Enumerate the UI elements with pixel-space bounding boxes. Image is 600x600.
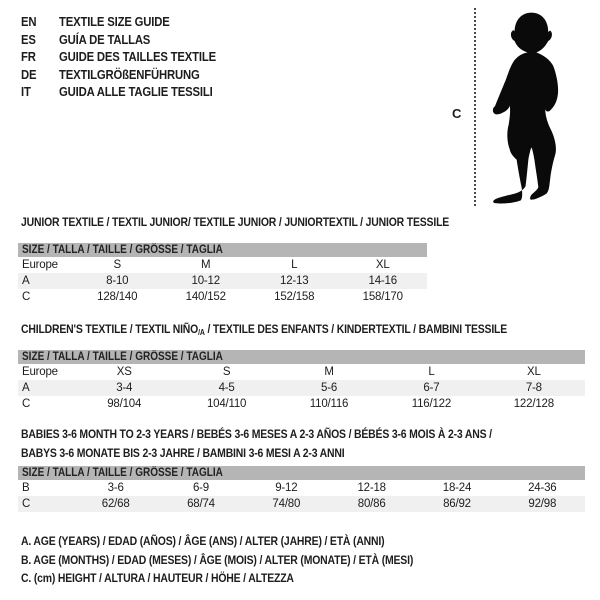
table-cell: 14-16: [368, 275, 397, 287]
table-cell: 3-6: [107, 482, 124, 494]
table-row-height: [18, 496, 585, 512]
child-silhouette-icon: [484, 5, 568, 214]
table-row-age: [18, 273, 427, 289]
table-cell: M: [324, 366, 334, 378]
table-cell: 4-5: [218, 382, 235, 394]
language-title: GUIDA ALLE TAGLIE TESSILI: [59, 84, 213, 100]
table-header-bar: SIZE / TALLA / TAILLE / GRÖSSE / TAGLIA: [18, 466, 585, 480]
table-cell: 122/128: [513, 398, 554, 410]
junior-size-table: [18, 243, 427, 305]
table-cell: 158/170: [362, 291, 403, 303]
row-label: Europe: [22, 259, 58, 271]
table-cell: 140/152: [185, 291, 226, 303]
table-cell: 12-13: [280, 275, 309, 287]
language-code: EN: [21, 14, 37, 30]
language-row: [21, 31, 239, 49]
table-row-europe: [18, 364, 585, 380]
language-legend: [21, 13, 239, 101]
table-cell: 7-8: [525, 382, 542, 394]
children-size-table: [18, 350, 585, 412]
table-cell: XS: [116, 366, 132, 378]
language-row: [21, 13, 239, 31]
table-cell: 5-6: [321, 382, 338, 394]
table-cell: S: [113, 259, 121, 271]
table-cell: 6-7: [423, 382, 440, 394]
table-cell: 24-36: [528, 482, 557, 494]
table-cell: 80/86: [357, 498, 386, 510]
language-code: IT: [21, 84, 31, 100]
table-cell: 68/74: [187, 498, 215, 510]
table-cell: 62/68: [101, 498, 130, 510]
language-title: GUÍA DE TALLAS: [59, 31, 151, 47]
table-row-europe: [18, 257, 427, 273]
table-cell: 86/92: [443, 498, 471, 510]
language-code: DE: [21, 66, 37, 82]
footnote-b: B. AGE (MONTHS) / EDAD (MESES) / ÂGE (MOIS) / ALTER (MONATE) / ETÀ (MESI): [21, 552, 414, 567]
language-row: [21, 48, 239, 66]
table-cell: M: [201, 259, 211, 271]
table-cell: 128/140: [97, 291, 138, 303]
table-cell: 10-12: [191, 275, 220, 287]
table-cell: 116/122: [411, 398, 452, 410]
footnote-c: C. (cm) HEIGHT / ALTURA / HAUTEUR / HÖHE / ALTEZZA: [21, 571, 294, 586]
table-cell: L: [428, 366, 435, 378]
children-section-title: CHILDREN'S TEXTILE / TEXTIL $NIÑO_{/A}$ / TEXTILE DES ENFANTS / KINDERTEXTIL / BAMBINI TESSILE: [21, 322, 508, 337]
table-cell: L: [291, 259, 298, 271]
table-row-height: [18, 396, 585, 412]
height-measure-dotted-line: [474, 8, 476, 206]
table-cell: 152/158: [274, 291, 315, 303]
language-code: FR: [21, 49, 36, 65]
table-cell: 9-12: [275, 482, 298, 494]
babies-section-title: BABIES 3-6 MONTH TO 2-3 YEARS / BEBÉS 3-6 MESES A 2-3 AÑOS / BÉBÉS 3-6 MOIS À 2-3 ANS / BABYS 3-6 MONATE BIS 2-3 JAHRE / BAMBINI 3-6 MESI A 2-3 ANNI: [21, 427, 492, 460]
row-label: C: [22, 498, 31, 510]
table-row-age-months: [18, 480, 585, 496]
table-row-height: [18, 289, 427, 305]
table-cell: XL: [526, 366, 541, 378]
language-row: [21, 66, 239, 84]
language-title: TEXTILE SIZE GUIDE: [59, 14, 170, 30]
footnotes: [21, 532, 472, 588]
table-cell: 12-18: [357, 482, 386, 494]
table-row-age: [18, 380, 585, 396]
table-cell: 74/80: [272, 498, 301, 510]
title-subscript: /A: [198, 328, 205, 337]
language-row: [21, 83, 239, 101]
table-header-bar: SIZE / TALLA / TAILLE / GRÖSSE / TAGLIA: [18, 243, 427, 257]
row-label: Europe: [22, 366, 58, 378]
table-cell: 6-9: [192, 482, 209, 494]
table-cell: 8-10: [106, 275, 129, 287]
table-cell: S: [222, 366, 231, 378]
table-cell: 3-4: [116, 382, 133, 394]
table-cell: XL: [375, 259, 390, 271]
language-title: GUIDE DES TAILLES TEXTILE: [59, 49, 216, 65]
table-cell: 18-24: [442, 482, 472, 494]
row-label: B: [22, 482, 30, 494]
babies-size-table: [18, 466, 585, 512]
row-label: A: [22, 382, 30, 394]
footnote-a: A. AGE (YEARS) / EDAD (AÑOS) / ÂGE (ANS) / ALTER (JAHRE) / ETÀ (ANNI): [21, 534, 385, 548]
language-code: ES: [21, 31, 36, 47]
language-title: TEXTILGRÖßENFÜHRUNG: [59, 66, 200, 82]
table-header-bar: SIZE / TALLA / TAILLE / GRÖSSE / TAGLIA: [18, 350, 585, 364]
junior-section-title: JUNIOR TEXTILE / TEXTIL JUNIOR/ TEXTILE JUNIOR / JUNIORTEXTIL / JUNIOR TESSILE: [21, 215, 450, 229]
row-label: C: [22, 398, 31, 410]
table-cell: 110/116: [309, 398, 349, 410]
table-cell: 98/104: [107, 398, 142, 410]
table-cell: 92/98: [528, 498, 557, 510]
height-measure-label: C: [452, 106, 462, 121]
table-cell: 104/110: [206, 398, 247, 410]
row-label: C: [22, 291, 31, 303]
row-label: A: [22, 275, 30, 287]
